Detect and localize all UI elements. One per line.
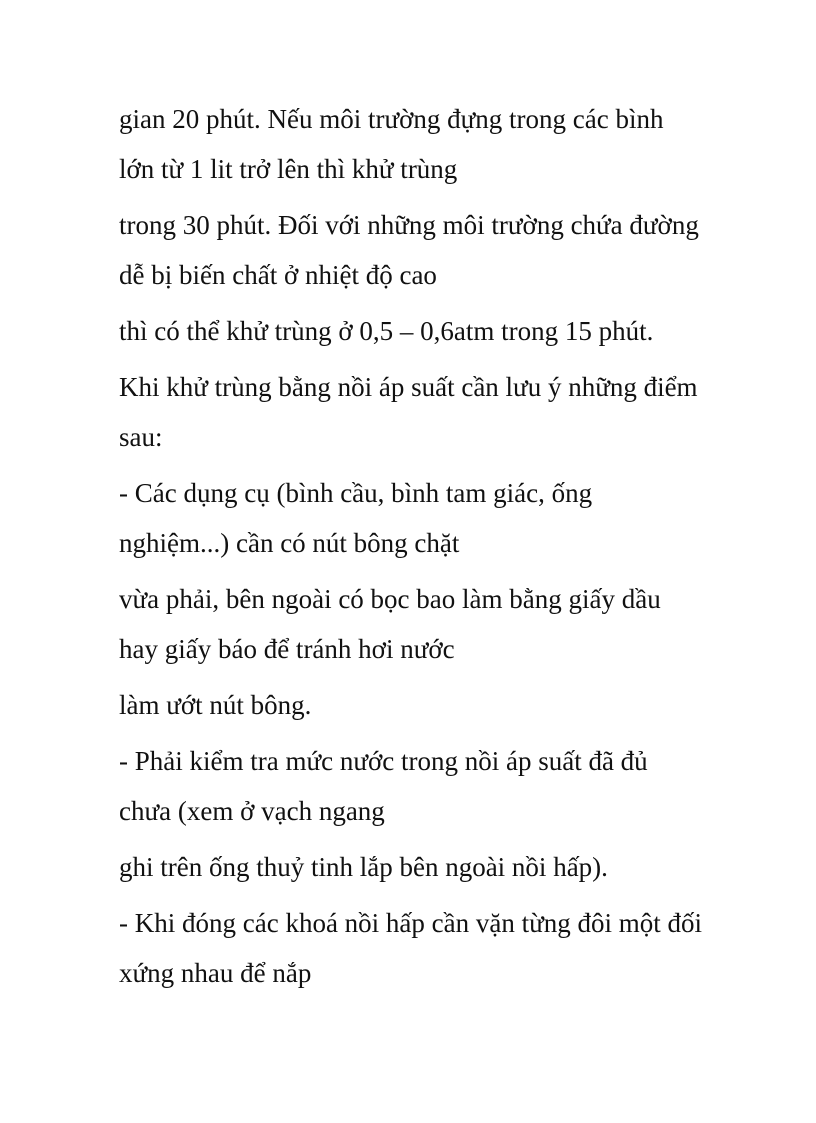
text-line: nghiệm...) cần có nút bông chặt: [119, 528, 460, 558]
text-line: sau:: [119, 422, 163, 452]
text-line: ghi trên ống thuỷ tinh lắp bên ngoài nồi hấp).: [119, 852, 608, 882]
text-line: - Khi đóng các khoá nồi hấp cần vặn từng đôi một đối: [119, 908, 703, 938]
text-line: xứng nhau để nắp: [119, 958, 312, 988]
text-line: lớn từ 1 lit trở lên thì khử trùng: [119, 154, 458, 184]
text-line: gian 20 phút. Nếu môi trường đựng trong các bình: [119, 104, 664, 134]
text-line: vừa phải, bên ngoài có bọc bao làm bằng giấy dầu: [119, 584, 661, 614]
text-line: làm ướt nút bông.: [119, 690, 312, 720]
text-line: Khi khử trùng bằng nồi áp suất cần lưu ý những điểm: [119, 372, 698, 402]
text-line: hay giấy báo để tránh hơi nước: [119, 634, 455, 664]
text-line: trong 30 phút. Đối với những môi trường chứa đường: [119, 210, 699, 240]
text-line: dễ bị biến chất ở nhiệt độ cao: [119, 260, 437, 290]
text-line: chưa (xem ở vạch ngang: [119, 796, 385, 826]
text-line: thì có thể khử trùng ở 0,5 – 0,6atm trong 15 phút.: [119, 316, 654, 346]
text-line: - Phải kiểm tra mức nước trong nồi áp suất đã đủ: [119, 746, 648, 776]
text-line: - Các dụng cụ (bình cầu, bình tam giác, ống: [119, 478, 593, 508]
